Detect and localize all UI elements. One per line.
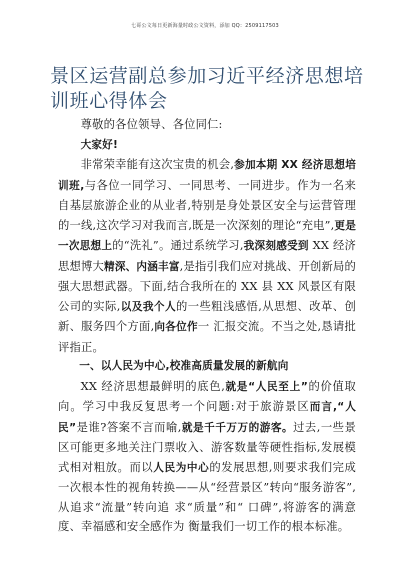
bold-run: 我深刻感受到 [243,240,309,252]
header-note: 七哥公文每日更新海量时政公文资料，添加 QQ：2509117503 [131,23,279,29]
text-run: 非常荣幸能有这次宝贵的机会, [80,158,235,171]
text-run: XX 经济思想最鲜明的底色, [80,379,226,393]
bold-run: 就是千千万万的游客。 [181,421,294,434]
text-run: ,是指引我们应对挑战、开创新局的强大思想武器。下面,结合我所在的 XX 县 XX 风景区有限公司的实际, [58,259,356,313]
bold-run: 向各位作 [154,321,198,333]
bold-run: 人民为中心 [153,461,210,474]
bold-run: 而言,“人民” [58,401,356,434]
text-run: 过去,一些景区可能更多地关注门票收入、游客数量等硬性指标,发展模式相对粗放。而以 [58,420,356,474]
greeting [58,135,356,156]
text-run: XX 经济思想博大 [58,239,357,273]
document-body [58,115,356,537]
section-heading-1: 一、以人民为中心,校准高质量发展的新航向 [79,360,289,372]
paragraph-section-1 [58,377,356,537]
bold-run: 精深、内涵丰富 [104,260,180,273]
text-run: 与各位一同学习、一同思考、一同进步。作为一名来自基层旅游企业的从业者,特别是身处景区安全与运营管理的一线,这次学习对我而言,既是一次深刻的理论“充电”, [58,178,356,232]
bold-run: 更是一次思想上 [58,219,356,252]
bold-run: 参加本期 XX 经济思想培训班, [58,159,356,192]
text-run: 的“洗礼”。通过系统学习, [112,239,244,252]
greeting-text: 大家好! [80,138,119,151]
text-run: 的一些粗浅感悟,从思想、改革、创新、服务四个方面, [58,299,356,333]
salutation: 尊敬的各位领导、各位同仁: [80,118,223,131]
text-run: 的价值取向。学习中我反复思考一个问题:对于旅游景区 [58,379,356,413]
text-run: 一 汇报交流。不当之处,恳请批评指正。 [58,320,356,354]
text-run: 的发展思想,则要求我们完成一次根本性的视角转换——从“经营景区”转向“服务游客”,从追求“流量”转向追 求“质量”和“ 口碑”,将游客的满意度、幸福感和安全感作为 衡量我们一切工作的根本标准。 [58,460,357,533]
bold-run: 以及我个人 [120,300,176,313]
document-title: 景区运营副总参加习近平经济思想培训班心得体会 [50,65,364,112]
bold-run: 就是“人民至上” [225,380,309,393]
text-run: 是谁?答案不言而喻, [76,420,182,434]
paragraph-intro [58,155,356,357]
